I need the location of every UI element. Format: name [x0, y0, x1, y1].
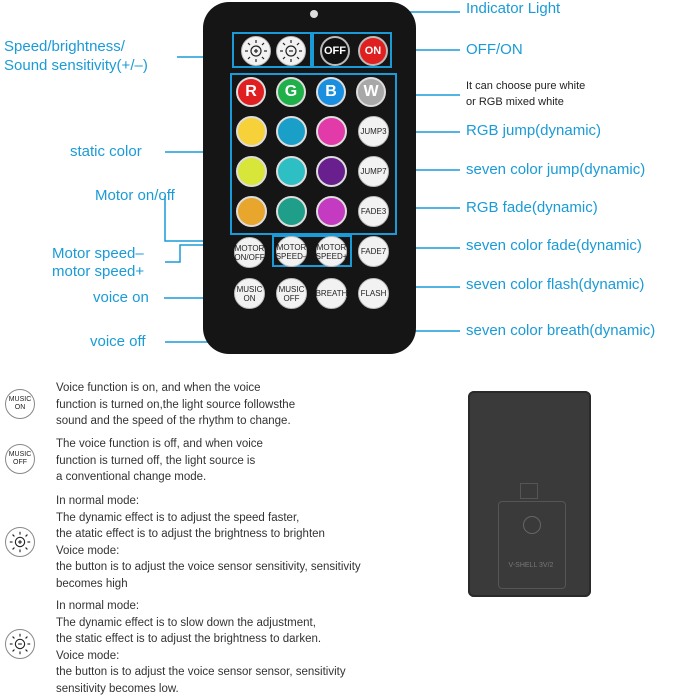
- speed-minus-button[interactable]: [276, 36, 306, 66]
- speed-plus-button[interactable]: [241, 36, 271, 66]
- static-color-button[interactable]: [316, 116, 347, 147]
- static-color-button[interactable]: [236, 196, 267, 227]
- motor-speed-plus-label: motor speed+: [52, 263, 144, 281]
- desc-line: the static effect is to adjust the brightness to darken.: [56, 631, 346, 648]
- desc-line: Voice mode:: [56, 648, 346, 665]
- fade7-button[interactable]: FADE7: [358, 236, 389, 267]
- motor-plus-text-1: MOTOR: [317, 243, 347, 252]
- desc-line: a conventional change mode.: [56, 469, 263, 486]
- seven-flash-label: seven color flash(dynamic): [466, 276, 644, 294]
- desc-line: function is turned on,the light source followsthe: [56, 397, 295, 414]
- static-color-button[interactable]: [316, 196, 347, 227]
- motor-speed-plus-button[interactable]: [316, 236, 347, 267]
- breath-button[interactable]: BREATH: [316, 278, 347, 309]
- battery-compartment: [498, 501, 566, 589]
- music-off-text-2: OFF: [284, 294, 300, 303]
- legend-off-text-1: MUSIC: [9, 451, 32, 459]
- fade3-button[interactable]: FADE3: [358, 196, 389, 227]
- pure-white-label-2: or RGB mixed white: [466, 94, 564, 110]
- desc-line: The dynamic effect is to adjust the speed faster,: [56, 510, 361, 527]
- music-off-legend-icon: [5, 444, 35, 474]
- static-color-button[interactable]: [276, 196, 307, 227]
- jump7-button[interactable]: JUMP7: [358, 156, 389, 187]
- music-off-text-1: MUSIC: [279, 285, 305, 294]
- static-color-button[interactable]: [276, 156, 307, 187]
- desc-line: the button is to adjust the voice sensor sensor, sensitivity: [56, 664, 346, 681]
- motor-minus-text-2: SPEED–: [276, 252, 308, 261]
- off-on-label: OFF/ON: [466, 41, 523, 59]
- music-on-button[interactable]: [234, 278, 265, 309]
- desc-line: In normal mode:: [56, 493, 361, 510]
- music-off-button[interactable]: [276, 278, 307, 309]
- red-button[interactable]: R: [236, 77, 266, 107]
- motor-plus-text-2: SPEED+: [316, 252, 348, 261]
- desc-line: sensitivity becomes low.: [56, 681, 346, 697]
- brightness-minus-description: [56, 598, 346, 697]
- pure-white-label-1: It can choose pure white: [466, 78, 585, 94]
- battery-icon: [523, 516, 541, 534]
- music-on-text-2: ON: [244, 294, 256, 303]
- brightness-minus-legend-icon: [5, 629, 35, 659]
- desc-line: Voice function is on, and when the voice: [56, 380, 295, 397]
- desc-line: The dynamic effect is to slow down the adjustment,: [56, 615, 346, 632]
- rgb-fade-label: RGB fade(dynamic): [466, 199, 598, 217]
- sun-plus-icon: [7, 529, 33, 555]
- desc-line: sound and the speed of the rhythm to change.: [56, 413, 295, 430]
- flash-button[interactable]: FLASH: [358, 278, 389, 309]
- desc-line: The voice function is off, and when voice: [56, 436, 263, 453]
- legend-on-text-1: MUSIC: [9, 396, 32, 404]
- motor-onoff-label: Motor on/off: [95, 187, 175, 205]
- on-button[interactable]: ON: [358, 36, 388, 66]
- sun-minus-icon: [277, 37, 305, 65]
- white-button[interactable]: W: [356, 77, 386, 107]
- music-on-text-1: MUSIC: [237, 285, 263, 294]
- music-off-description: [56, 436, 263, 486]
- seven-jump-label: seven color jump(dynamic): [466, 161, 645, 179]
- indicator-light: [310, 10, 318, 18]
- seven-fade-label: seven color fade(dynamic): [466, 237, 642, 255]
- motor-onoff-text-2: ON/OFF: [234, 253, 264, 262]
- desc-line: the atatic effect is to adjust the brightness to brighten: [56, 526, 361, 543]
- sun-plus-icon: [242, 37, 270, 65]
- desc-line: becomes high: [56, 576, 361, 593]
- sun-minus-icon: [7, 631, 33, 657]
- off-button[interactable]: OFF: [320, 36, 350, 66]
- desc-line: function is turned off, the light source is: [56, 453, 263, 470]
- jump3-button[interactable]: JUMP3: [358, 116, 389, 147]
- voice-on-label: voice on: [93, 289, 149, 307]
- desc-line: the button is to adjust the voice sensor sensitivity, sensitivity: [56, 559, 361, 576]
- indicator-light-label: Indicator Light: [466, 0, 560, 18]
- voice-off-label: voice off: [90, 333, 146, 351]
- legend-off-text-2: OFF: [13, 459, 27, 467]
- speed-brightness-label: Speed/brightness/: [4, 38, 125, 56]
- static-color-label: static color: [70, 143, 142, 161]
- remote-back-cover: [468, 391, 591, 597]
- static-color-button[interactable]: [236, 156, 267, 187]
- brightness-plus-description: [56, 493, 361, 592]
- green-button[interactable]: G: [276, 77, 306, 107]
- motor-minus-text-1: MOTOR: [277, 243, 307, 252]
- static-color-button[interactable]: [316, 156, 347, 187]
- motor-onoff-button[interactable]: [234, 237, 265, 268]
- motor-speed-minus-label: Motor speed–: [52, 245, 144, 263]
- music-on-description: [56, 380, 295, 430]
- static-color-button[interactable]: [236, 116, 267, 147]
- static-color-button[interactable]: [276, 116, 307, 147]
- desc-line: Voice mode:: [56, 543, 361, 560]
- recycle-bin-icon: [520, 483, 538, 499]
- sound-sensitivity-label: Sound sensitivity(+/–): [4, 57, 148, 75]
- blue-button[interactable]: B: [316, 77, 346, 107]
- brightness-plus-legend-icon: [5, 527, 35, 557]
- rgb-jump-label: RGB jump(dynamic): [466, 122, 601, 140]
- legend-on-text-2: ON: [15, 404, 26, 412]
- motor-speed-minus-button[interactable]: [276, 236, 307, 267]
- motor-onoff-text-1: MOTOR: [235, 244, 265, 253]
- seven-breath-label: seven color breath(dynamic): [466, 322, 655, 340]
- desc-line: In normal mode:: [56, 598, 346, 615]
- music-on-legend-icon: [5, 389, 35, 419]
- back-cover-text: V-SHELL 3V/2: [503, 562, 559, 569]
